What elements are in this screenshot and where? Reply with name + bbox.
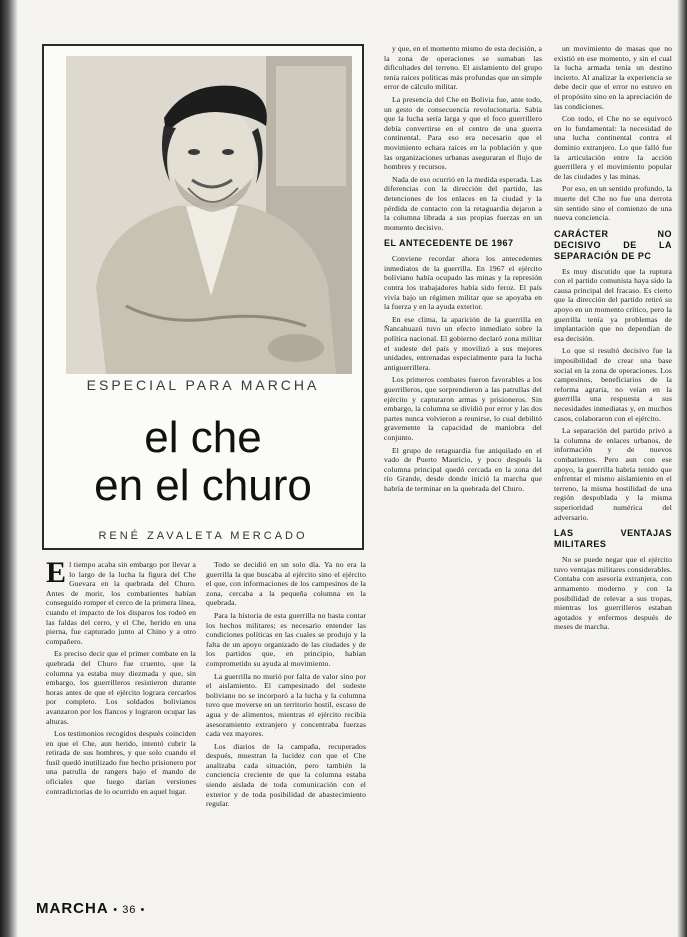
paragraph: El grupo de retaguardia fue aniquilado en el vado de Puerto Mauricio, y poco después la columna principal quedó cercada en la zona del río Grande, desde donde inició la marcha que habría de terminar en la quebrada del Churo. xyxy=(384,445,542,493)
paragraph: Nada de eso ocurrió en la medida esperada. Las diferencias con la dirección del partido, las detenciones de los enlaces en la ciudad y la pérdida de contacto con la retaguardia dejaron a la columna librada a sus propias fuerzas en un momento decisivo. xyxy=(384,174,542,232)
page-number: • 36 • xyxy=(113,904,146,916)
scan-edge-shadow xyxy=(0,0,18,937)
paragraph: Los primeros combates fueron favorables a los guerrilleros, que sorprendieron a las patrullas del ejército y capturaron armas y prisioneros. Sin embargo, la columna se dividió por error y las dos partes nunca volvieron a reunirse, lo cual debilitó gravemente la capacidad de maniobra del conjunto. xyxy=(384,375,542,442)
col4-mid-text xyxy=(554,267,672,522)
text-column-1 xyxy=(46,560,196,892)
text-column-4 xyxy=(554,44,672,894)
portrait-photo xyxy=(66,56,352,374)
text-column-2 xyxy=(206,560,366,892)
paragraph: La guerrilla no murió por falta de valor sino por el aislamiento. El campesinado del sudeste boliviano no se incorporó a la lucha y la columna tuvo que moverse en un territorio hostil, escaso de agua y de alimentos, mientras el ejército recibía asesoramiento extranjero y concentraba fuerzas cada vez mayores. xyxy=(206,671,366,739)
col4-bottom-text xyxy=(554,555,672,632)
paragraph: un movimiento de masas que no existió en ese momento, y sin el cual la lucha armada tenía un destino incierto. Al analizar la experiencia se debe decir que el error no estuvo en el propósito sino en la apreciación de las condiciones. xyxy=(554,44,672,111)
paragraph: y que, en el momento mismo de esta decisión, a la zona de operaciones se sumaban las dificultades del terreno. El aislamiento del grupo tenía raíces políticas más profundas que un simple error de cálculo militar. xyxy=(384,44,542,92)
byline: RENÉ ZAVALETA MERCADO xyxy=(98,530,308,542)
col3-bottom-text xyxy=(384,254,542,493)
headline-line-2: en el churo xyxy=(94,461,312,510)
scan-edge-shadow-right xyxy=(677,0,687,937)
subhead-antecedente: EL ANTECEDENTE DE 1967 xyxy=(384,238,514,249)
paragraph: Conviene recordar ahora los antecedentes inmediatos de la guerrilla. En 1967 el ejército boliviano había ocupado las minas y la represión contra los trabajadores había sido feroz. El país vivía bajo un régimen militar que se apoyaba en la fuerza y en la ayuda exterior. xyxy=(384,254,542,312)
paragraph: La presencia del Che en Bolivia fue, ante todo, un gesto de consecuencia revolucionaria. Sabía que la lucha sería larga y que el foco guerrillero debía convertirse en el centro de una guerra continental. Para eso era necesario que el movimiento echara raíces en la población y que las organizaciones urbanas aseguraran el flujo de hombres y recursos. xyxy=(384,94,542,172)
col4-top-text xyxy=(554,44,672,223)
drop-cap: E xyxy=(46,560,67,589)
paragraph: Es muy discutido que la ruptura con el partido comunista haya sido la causa principal del fracaso. Es cierto que la dirección del partido retiró su apoyo en un momento crítico, pero la guerrilla tenía ya problemas de implantación que no dependían de esa decisión. xyxy=(554,266,672,343)
subhead-ventajas: LAS VENTAJAS MILITARES xyxy=(554,528,672,550)
subhead-separacion: CARÁCTER NO DECISIVO DE LA SEPARACIÓN DE PC xyxy=(554,228,672,261)
col3-top-text xyxy=(384,44,542,232)
feature-box xyxy=(42,44,364,550)
kicker: ESPECIAL PARA MARCHA xyxy=(86,377,320,393)
paragraph: Es preciso decir que el primer combate en la quebrada del Churo fue cruento, que la columna ya estaba muy diezmada y que, sin embargo, los guerrilleros resistieron durante horas antes de que el ejército lograra cercarlos por completo. Los soldados bolivianos avanzaron por los flancos y lograron ocupar las alturas. xyxy=(46,649,196,726)
portrait-illustration xyxy=(66,56,352,374)
paragraph: Con todo, el Che no se equivocó en lo fundamental: la necesidad de una lucha continental contra el dominio extranjero. Lo que falló fue la articulación entre la acción guerrillera y el movimiento popular de las ciudades y las minas. xyxy=(554,114,672,181)
headline xyxy=(44,414,362,510)
paragraph: Los testimonios recogidos después coinciden en que el Che, aun herido, intentó cubrir la retirada de sus hombres, y que solo cuando el fusil quedó inutilizado fue hecho prisionero por una patrulla de rangers bajo el mando de oficiales que luego darían versiones contradictorias de lo ocurrido en aquel lugar. xyxy=(46,729,196,796)
page-footer xyxy=(36,900,145,917)
paragraph: El tiempo acaba sin embargo por llevar a lo largo de la lucha la figura del Che Guevara en la quebrada del Churo. Antes de morir, los combatientes habían conseguido romper el cerco de la primera línea, cuando el impacto de los disparos los rodeó en las faldas del cerro, y el Che, herido en una pierna, fue capturado junto al Chino y a otro compañero. xyxy=(46,560,196,646)
paragraph: En ese clima, la aparición de la guerrilla en Ñancahuazú tuvo un efecto inmediato sobre la política nacional. El gobierno declaró zona militar el sudeste del país y movilizó a sus mejores unidades, entrenadas especialmente para la lucha antiguerrillera. xyxy=(384,314,542,372)
footer-masthead: MARCHA xyxy=(36,900,109,917)
paragraph: Por eso, en un sentido profundo, la muerte del Che no fue una derrota sin sentido sino el comienzo de una nueva conciencia. xyxy=(554,184,672,223)
paragraph: La separación del partido privó a la columna de enlaces urbanos, de información y de nuevos combatientes. Pero aun con ese apoyo, la guerrilla habría tenido que enfrentar el mismo aislamiento en el terreno, la misma hostilidad de una región despoblada y la misma superioridad numérica del adversario. xyxy=(554,426,672,522)
paragraph: Todo se decidió en un solo día. Ya no era la guerrilla la que buscaba al ejército sino el ejército el que, con informaciones de los campesinos de la zona, cercaba a la pequeña columna en la quebrada. xyxy=(206,560,366,608)
paragraph: No se puede negar que el ejército tuvo ventajas militares considerables. Contaba con asesoría extranjera, con armamento moderno y con la posibilidad de relevar a sus tropas, mientras los guerrilleros estaban agotados y enfermos después de meses de marcha. xyxy=(554,555,672,632)
paragraph: Para la historia de esta guerrilla no basta contar los hechos militares; es necesario entender las condiciones políticas en las cuales se produjo y la falta de un apoyo organizado de las ciudades y de los partidos que, en principio, habían comprometido su ayuda al movimiento. xyxy=(206,610,366,668)
paragraph: Lo que sí resultó decisivo fue la imposibilidad de crear una base social en la zona de operaciones. Los campesinos, beneficiarios de la reforma agraria, no veían en la guerrilla una respuesta a sus necesidades inmediatas y, en muchos casos, colaboraron con el ejército. xyxy=(554,346,672,423)
text-column-3 xyxy=(384,44,542,894)
paragraph: Los diarios de la campaña, recuperados después, muestran la lucidez con que el Che analizaba cada situación, pero también la conciencia creciente de que la columna estaba siendo aislada de toda comunicación con el exterior y de toda posibilidad de abastecimiento regular. xyxy=(206,741,366,809)
headline-line-1: el che xyxy=(144,413,262,462)
